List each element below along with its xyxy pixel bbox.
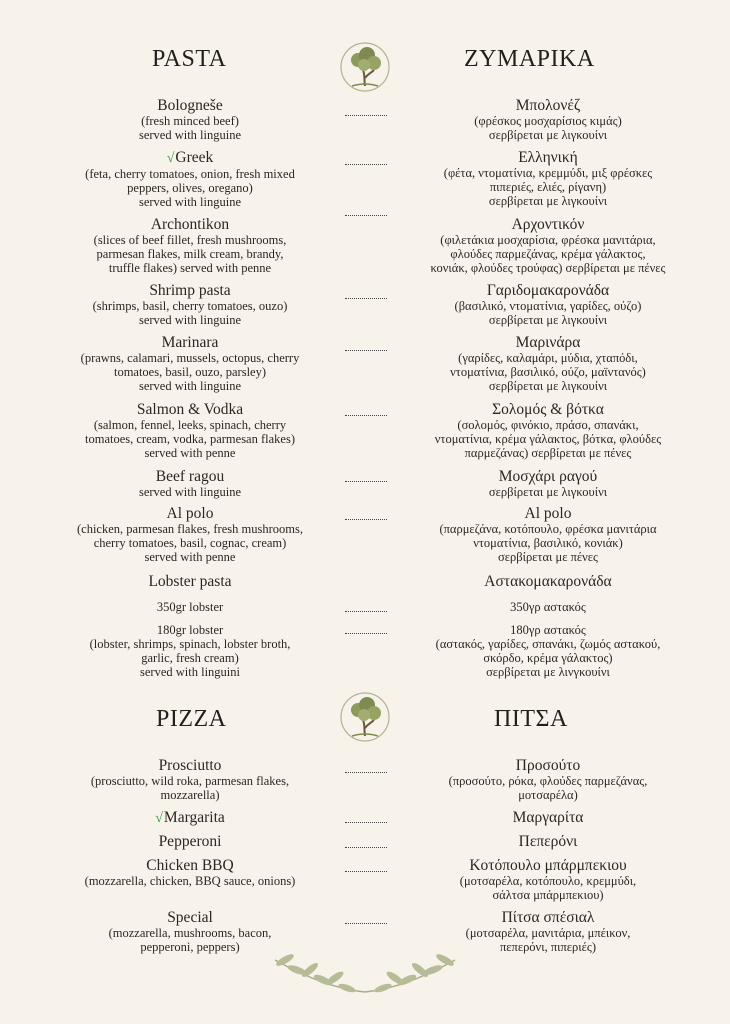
pizza-item-gr-margarita	[378, 809, 718, 826]
pasta-item-en-salmon-vodka	[20, 401, 360, 460]
item-desc: σερβίρεται με λιγκουίνι	[488, 128, 608, 142]
pizza-item-en-chicken-bbq	[20, 857, 360, 888]
item-desc: σερβίρεται με λιγκουίνι	[488, 485, 608, 499]
pizza-item-gr-pepperoni	[378, 833, 718, 850]
item-desc: σερβίρεται με λινγκουίνι	[486, 665, 610, 679]
item-name: Κοτόπουλο μπάρμπεκιου	[469, 857, 627, 874]
item-desc: φλούδες παρμεζάνας, κρέμα γάλακτος,	[450, 247, 646, 261]
item-desc: (lobster, shrimps, spinach, lobster broth,	[89, 637, 291, 651]
item-desc: (φρέσκος μοσχαρίσιος κιμάς)	[474, 114, 622, 128]
item-desc: ντοματίνια, κρέμα γάλακτος, βότκα, φλούδες	[434, 432, 662, 446]
pizza-item-gr-prosciutto	[378, 757, 718, 802]
item-desc: (slices of beef fillet, fresh mushrooms,	[93, 233, 287, 247]
item-name: Ελληνική	[518, 149, 578, 166]
item-desc: tomatoes, basil, ouzo, parsley)	[113, 365, 267, 379]
pasta-item-en-lobster	[20, 573, 360, 590]
item-name: Pepperoni	[158, 833, 222, 850]
pasta-item-gr-greek	[378, 149, 718, 208]
pasta-item-en-shrimp	[20, 282, 360, 327]
olive-tree-emblem-icon	[338, 690, 392, 744]
item-desc: served with linguine	[138, 128, 242, 142]
olive-wreath-icon	[255, 940, 475, 1000]
item-desc: garlic, fresh cream)	[141, 651, 239, 665]
pasta-item-en-marinara	[20, 334, 360, 393]
item-desc: truffle flakes) served with penne	[108, 261, 272, 275]
item-desc: ντοματίνια, βασιλικό, ούζο, μαϊντανός)	[450, 365, 646, 379]
pasta-item-en-greek	[20, 149, 360, 209]
item-desc: (shrimps, basil, cherry tomatoes, ouzo)	[92, 299, 288, 313]
item-desc: (mozzarella, mushrooms, bacon,	[108, 926, 272, 940]
pasta-item-gr-salmon-vodka	[378, 401, 718, 460]
vegetarian-leaf-icon: √	[155, 811, 163, 826]
item-desc: (feta, cherry tomatoes, onion, fresh mixed	[85, 167, 295, 181]
item-name: Salmon & Vodka	[136, 401, 244, 418]
pizza-title-gr: ΠΙΤΣΑ	[494, 706, 568, 732]
item-desc: (chicken, parmesan flakes, fresh mushrooms,	[77, 522, 303, 536]
item-desc: (προσούτο, ρόκα, φλούδες παρμεζάνας,	[448, 774, 648, 788]
item-name: Prosciutto	[158, 757, 222, 774]
item-desc: πεπερόνι, πιπεριές)	[499, 940, 597, 954]
item-name: Μαρινάρα	[515, 334, 581, 351]
item-desc: πιπεριές, ελιές, ρίγανη)	[489, 180, 607, 194]
item-name: Beef ragou	[155, 468, 225, 485]
item-desc: parmesan flakes, milk cream, brandy,	[96, 247, 284, 261]
item-name: Μοσχάρι ραγού	[498, 468, 598, 485]
item-desc: cherry tomatoes, basil, cognac, cream)	[93, 536, 287, 550]
item-desc: 350gr lobster	[156, 600, 224, 614]
item-desc: σερβίρεται με πένες	[498, 550, 598, 564]
item-desc: παρμεζάνας) σερβίρεται με πένες	[464, 446, 632, 460]
pasta-item-en-archontikon	[20, 216, 360, 275]
item-name: Πεπερόνι	[518, 833, 578, 850]
item-desc: 180gr lobster	[156, 623, 224, 637]
pasta-item-gr-lobster-180	[378, 623, 718, 679]
item-desc: served with penne	[144, 550, 236, 564]
item-desc: (mozzarella, chicken, BBQ sauce, onions)	[84, 874, 296, 888]
item-name: Αρχοντικόν	[511, 216, 585, 233]
item-name: Προσούτο	[515, 757, 581, 774]
item-desc: (σολομός, φινόκιο, πράσο, σπανάκι,	[457, 418, 639, 432]
item-desc: μοτσαρέλα)	[518, 788, 578, 802]
item-name: Chicken BBQ	[146, 857, 234, 874]
pasta-item-gr-lobster-350	[378, 600, 718, 614]
item-desc: served with linguine	[138, 313, 242, 327]
item-name-row	[20, 809, 360, 827]
item-desc: tomatoes, cream, vodka, parmesan flakes)	[85, 432, 295, 446]
pasta-item-gr-bolognese	[378, 97, 718, 142]
item-desc: peppers, olives, oregano)	[127, 181, 253, 195]
item-desc: ντοματίνια, βασιλικό, κονιάκ)	[473, 536, 623, 550]
item-desc: σάλτσα μπάρμπεκιου)	[492, 888, 604, 902]
item-name: Μαργαρίτα	[512, 809, 584, 826]
item-desc: served with linguine	[138, 379, 242, 393]
item-desc: κονιάκ, φλούδες τρούφας) σερβίρεται με πένες	[430, 261, 666, 275]
pasta-item-gr-beef-ragou	[378, 468, 718, 499]
item-desc: (μοτσαρέλα, κοτόπουλο, κρεμμύδι,	[459, 874, 637, 888]
item-name: Σολομός & βότκα	[492, 401, 604, 418]
item-desc: pepperoni, peppers)	[140, 940, 240, 954]
item-name: Πίτσα σπέσιαλ	[501, 909, 595, 926]
item-desc: (φιλετάκια μοσχαρίσια, φρέσκα μανιτάρια,	[440, 233, 656, 247]
item-name-row	[20, 149, 360, 167]
item-name: Αστακομακαρονάδα	[484, 573, 612, 590]
item-desc: (μοτσαρέλα, μανιτάρια, μπέικον,	[465, 926, 631, 940]
pizza-item-en-pepperoni	[20, 833, 360, 850]
item-desc: σερβίρεται με λιγκουίνι	[488, 379, 608, 393]
pasta-item-en-bolognese	[20, 97, 360, 142]
item-name: Γαριδομακαρονάδα	[486, 282, 610, 299]
item-desc: (salmon, fennel, leeks, spinach, cherry	[93, 418, 287, 432]
item-desc: 180γρ αστακός	[510, 623, 586, 637]
item-name: Shrimp pasta	[149, 282, 231, 299]
item-desc: (prawns, calamari, mussels, octopus, cherry	[80, 351, 300, 365]
pasta-item-gr-marinara	[378, 334, 718, 393]
item-name: Al polo	[166, 505, 214, 522]
item-desc: served with penne	[144, 446, 236, 460]
pizza-item-gr-chicken-bbq	[378, 857, 718, 902]
item-desc: σερβίρεται με λιγκουίνι	[488, 194, 608, 208]
vegetarian-leaf-icon: √	[166, 151, 175, 166]
pasta-item-en-al-polo	[20, 505, 360, 564]
item-name: Archontikon	[150, 216, 230, 233]
item-desc: (βασιλικό, ντοματίνια, γαρίδες, ούζο)	[454, 299, 642, 313]
pasta-item-gr-shrimp	[378, 282, 718, 327]
item-name: Bologneše	[157, 97, 223, 114]
item-desc: σκόρδο, κρέμα γάλακτος)	[483, 651, 613, 665]
item-name: Special	[167, 909, 213, 926]
item-desc: served with linguini	[140, 665, 240, 679]
olive-tree-emblem-icon	[338, 40, 392, 94]
item-name: Greek	[175, 149, 214, 166]
pizza-item-en-prosciutto	[20, 757, 360, 802]
item-name: Marinara	[161, 334, 219, 351]
pasta-title-en: PASTA	[152, 46, 227, 72]
item-desc: served with linguine	[138, 485, 242, 499]
item-desc: served with linguine	[138, 195, 242, 209]
item-desc: (φέτα, ντοματίνια, κρεμμύδι, μιξ φρέσκες	[443, 166, 653, 180]
item-desc: (γαρίδες, καλαμάρι, μύδια, χταπόδι,	[458, 351, 638, 365]
item-desc: mozzarella)	[160, 788, 220, 802]
item-desc: (παρμεζάνα, κοτόπουλο, φρέσκα μανιτάρια	[439, 522, 657, 536]
item-name: Lobster pasta	[148, 573, 232, 590]
item-desc: (αστακός, γαρίδες, σπανάκι, ζωμός αστακού,	[435, 637, 661, 651]
pasta-item-en-lobster-180	[20, 623, 360, 679]
pizza-item-en-margarita	[20, 809, 360, 827]
item-name: Al polo	[524, 505, 572, 522]
pizza-title-en: PIZZA	[156, 706, 227, 732]
item-desc: 350γρ αστακός	[510, 600, 586, 614]
pasta-item-gr-lobster	[378, 573, 718, 590]
pasta-item-gr-archontikon	[378, 216, 718, 275]
item-name: Μπολονέζ	[515, 97, 581, 114]
item-desc: (fresh minced beef)	[141, 114, 239, 128]
item-name: Margarita	[163, 809, 225, 826]
item-desc: (prosciutto, wild roka, parmesan flakes,	[90, 774, 290, 788]
pasta-item-gr-al-polo	[378, 505, 718, 564]
pasta-title-gr: ΖΥΜΑΡΙΚΑ	[464, 46, 595, 72]
pasta-item-en-lobster-350	[20, 600, 360, 614]
item-desc: σερβίρεται με λιγκουίνι	[488, 313, 608, 327]
pasta-item-en-beef-ragou	[20, 468, 360, 499]
